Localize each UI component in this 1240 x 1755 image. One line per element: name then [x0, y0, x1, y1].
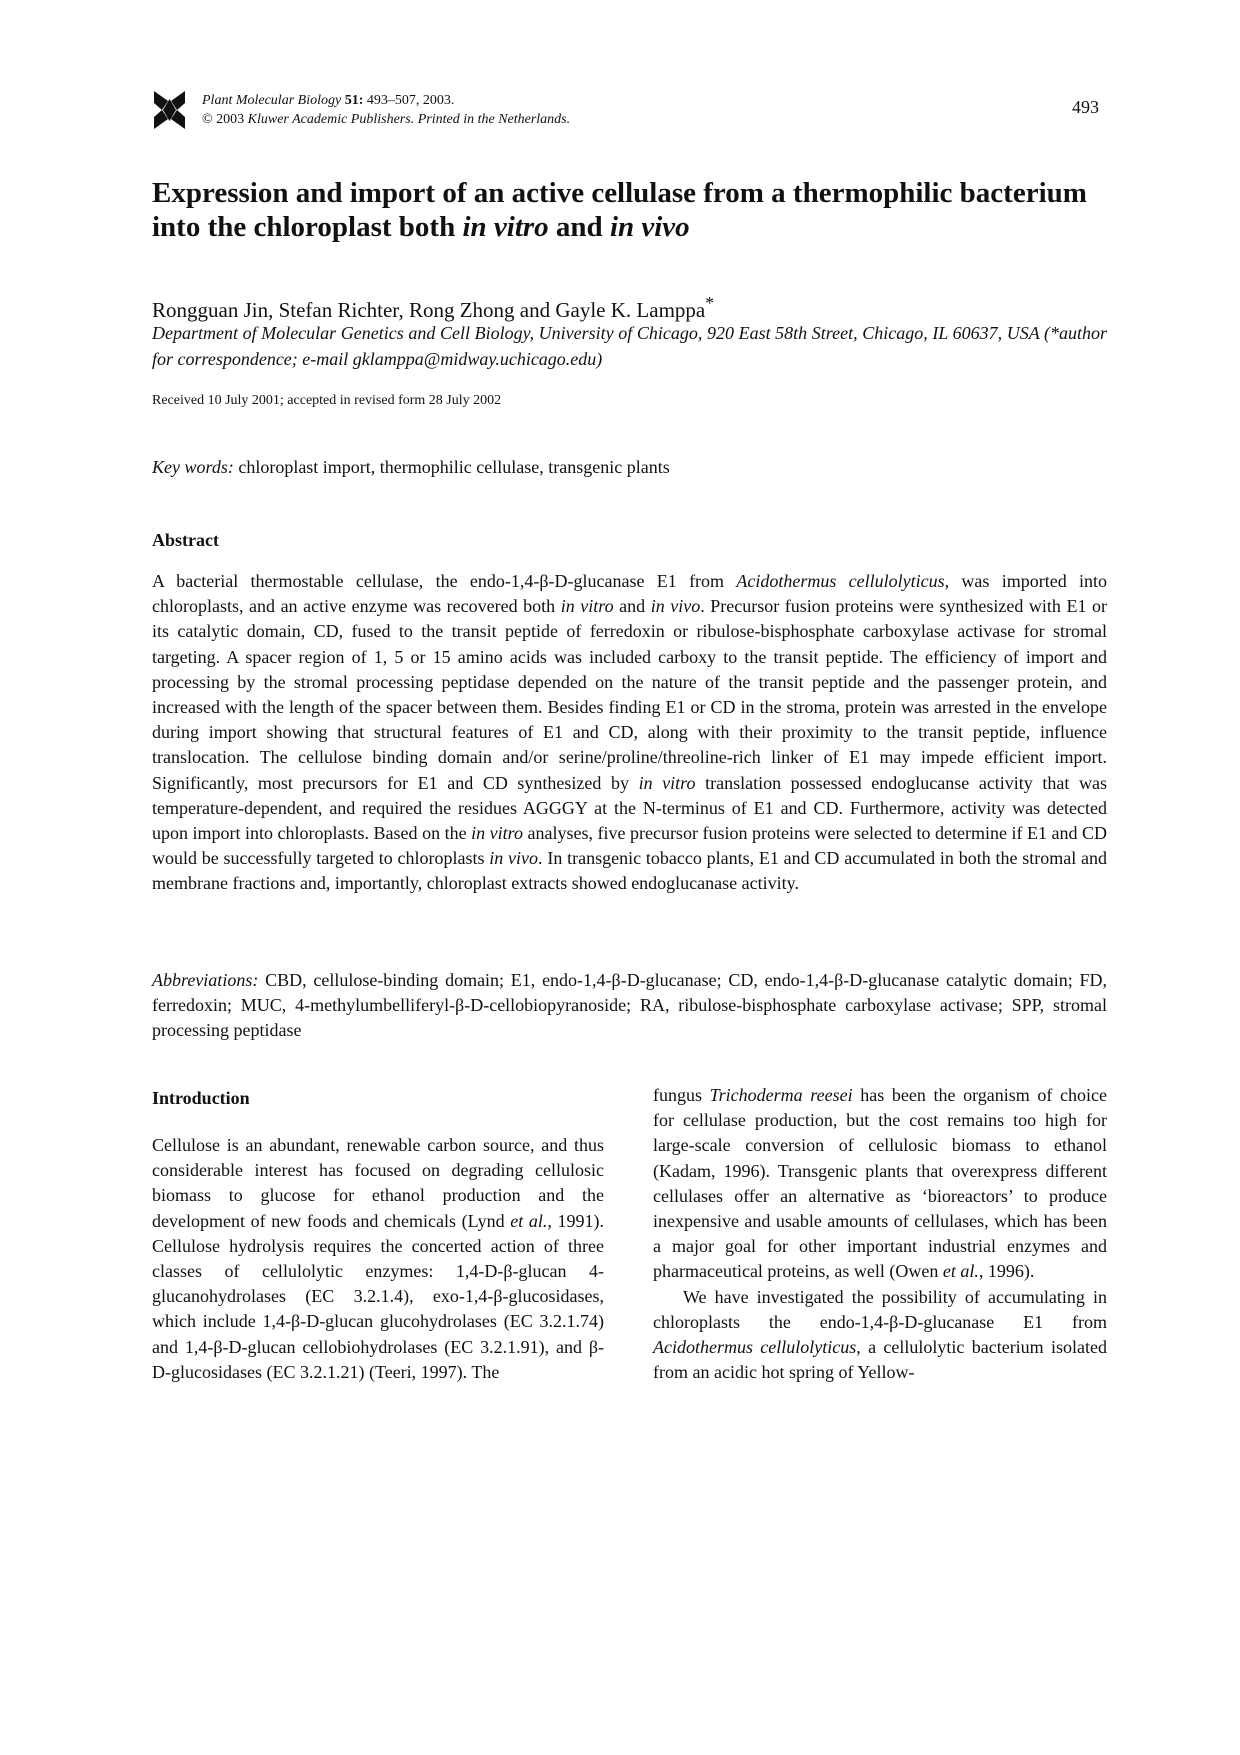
keywords-label: Key words:	[152, 457, 234, 477]
in-vitro-term: in vitro	[638, 772, 696, 793]
abstract-part: . Precursor fusion proteins were synthesized with E1 or its catalytic domain, CD, fused to the transit peptide of ferredoxin or ribulose-bisphosphate carboxylase activase for stromal targeting. A spacer region of 1, 5 or 15 amino acids was included carboxy to the transit peptide. The efficiency of import and processing by the stromal processing peptidase depended on the nature of the transit peptide and the passenger protein, and increased with the length of the spacer between them. Besides finding E1 or CD in the stroma, protein was arrested in the envelope during import showing that structural features of E1 and CD, along with their proximity to the transit peptide, influence translocation. The cellulose binding domain and/or serine/proline/threoline-rich linker of E1 may impede efficient import. Significantly, most precursors for E1 and CD synthesized by	[152, 596, 1107, 793]
introduction-left-column	[152, 1133, 604, 1385]
journal-citation	[202, 92, 454, 110]
intro-text: , a cellulolytic bacterium isolated from an acidic hot spring of Yellow-	[653, 1337, 1107, 1383]
publisher-name: Kluwer Academic Publishers.	[247, 112, 415, 127]
intro-paragraph	[653, 1285, 1107, 1386]
et-al: et al.	[510, 1210, 548, 1231]
intro-text: We have investigated the possibility of accumulating in chloroplasts the endo-1,4-β-D-glucanase E1 from	[653, 1286, 1107, 1332]
author-affiliation: Department of Molecular Genetics and Cell Biology, University of Chicago, 920 East 58th Street, Chicago, IL 60637, USA (*author for correspondence; e-mail gklamppa@midway.uchicago.edu)	[152, 323, 1107, 369]
author-names: Rongguan Jin, Stefan Richter, Rong Zhong and Gayle K. Lamppa	[152, 298, 706, 322]
author-list	[152, 290, 714, 323]
organism-name: Acidothermus cellulolyticus	[736, 571, 945, 591]
printed-location: Printed in the Netherlands.	[417, 112, 571, 127]
in-vivo-term: in vivo	[489, 848, 539, 869]
in-vitro-term: in vitro	[560, 596, 614, 617]
title-in-vitro: in vitro	[462, 211, 549, 243]
in-vivo-term: in vivo	[650, 596, 701, 617]
in-vitro-term: in vitro	[471, 823, 523, 844]
intro-text: fungus	[653, 1085, 710, 1105]
publisher-logo-icon	[152, 89, 187, 131]
abstract-part: analyses, five precursor fusion proteins were selected to determine if E1 and CD would be successfully targeted to chloroplasts	[152, 823, 1107, 869]
organism-name: Acidothermus cellulolyticus	[653, 1337, 857, 1358]
correspondence-asterisk: *	[705, 293, 714, 313]
abstract-part: , was imported into chloroplasts, and an active enzyme was recovered both	[152, 571, 1108, 617]
intro-text: , 1991). Cellulose hydrolysis requires the concerted action of three classes of cellulolytic enzymes: 1,4-D-β-glucan 4-glucanohydrolases (EC 3.2.1.4), exo-1,4-β-glucosidases, which include 1,4-β-D-glucan glucohydrolases (EC 3.2.1.74) and 1,4-β-D-glucan cellobiohydrolases (EC 3.2.1.91), and β-D-glucosidases (EC 3.2.1.21) (Teeri, 1997). The	[152, 1210, 605, 1382]
abbreviations-label: Abbreviations:	[152, 970, 259, 990]
intro-text: , 1996).	[978, 1261, 1035, 1282]
abbreviations	[152, 968, 1107, 1044]
keywords-text: chloroplast import, thermophilic cellulase, transgenic plants	[233, 457, 670, 477]
paper-title	[152, 176, 1112, 244]
et-al: et al.	[942, 1261, 979, 1282]
journal-volume: 51:	[344, 93, 364, 108]
abstract-part: A bacterial thermostable cellulase, the endo-1,4-β-D-glucanase E1 from	[152, 571, 737, 591]
title-in-vivo: in vivo	[609, 211, 690, 243]
abstract-part: translation possessed endoglucanse activity that was temperature-dependent, and required the residues AGGGY at the N-terminus of E1 and CD. Furthermore, activity was detected upon import into chloroplasts. Based on the	[152, 772, 1107, 844]
journal-pages-year: 493–507, 2003.	[366, 93, 455, 108]
introduction-right-column	[653, 1083, 1107, 1385]
introduction-heading: Introduction	[152, 1088, 250, 1108]
page-number: 493	[1072, 97, 1099, 117]
journal-name: Plant Molecular Biology	[202, 93, 342, 108]
intro-paragraph	[653, 1083, 1107, 1285]
abstract-part: . In transgenic tobacco plants, E1 and CD accumulated in both the stromal and membrane fractions and, importantly, chloroplast extracts showed endoglucanase activity.	[152, 848, 1108, 894]
received-dates: Received 10 July 2001; accepted in revised form 28 July 2002	[152, 393, 502, 408]
title-and: and	[548, 211, 610, 243]
abstract-part: and	[613, 596, 651, 617]
copyright-year: © 2003	[202, 112, 245, 127]
intro-text: Cellulose is an abundant, renewable carbon source, and thus considerable interest has focused on degrading cellulosic biomass to glucose for ethanol production and the development of new foods and chemicals (Lynd	[152, 1135, 604, 1231]
abbreviations-text: CBD, cellulose-binding domain; E1, endo-1,4-β-D-glucanase; CD, endo-1,4-β-D-glucanase catalytic domain; FD, ferredoxin; MUC, 4-methylumbelliferyl-β-D-cellobiopyranoside; RA, ribulose-bisphosphate carboxylase activase; SPP, stromal processing peptidase	[152, 970, 1107, 1041]
abstract-text	[152, 569, 1107, 897]
title-text: Expression and import of an active cellulase from a thermophilic bacterium into the chloroplast both	[152, 177, 1087, 243]
intro-text: has been the organism of choice for cellulase production, but the cost remains too high for large-scale conversion of cellulosic biomass to ethanol (Kadam, 1996). Transgenic plants that overexpress different cellulases offer an alternative as ‘bioreactors’ to produce inexpensive and usable amounts of cellulases, which has been a major goal for other important industrial enzymes and pharmaceutical proteins, as well (Owen	[653, 1085, 1107, 1282]
organism-name: Trichoderma reesei	[709, 1085, 853, 1105]
copyright-line	[202, 111, 570, 129]
keywords	[152, 457, 670, 478]
abstract-heading: Abstract	[152, 530, 219, 550]
